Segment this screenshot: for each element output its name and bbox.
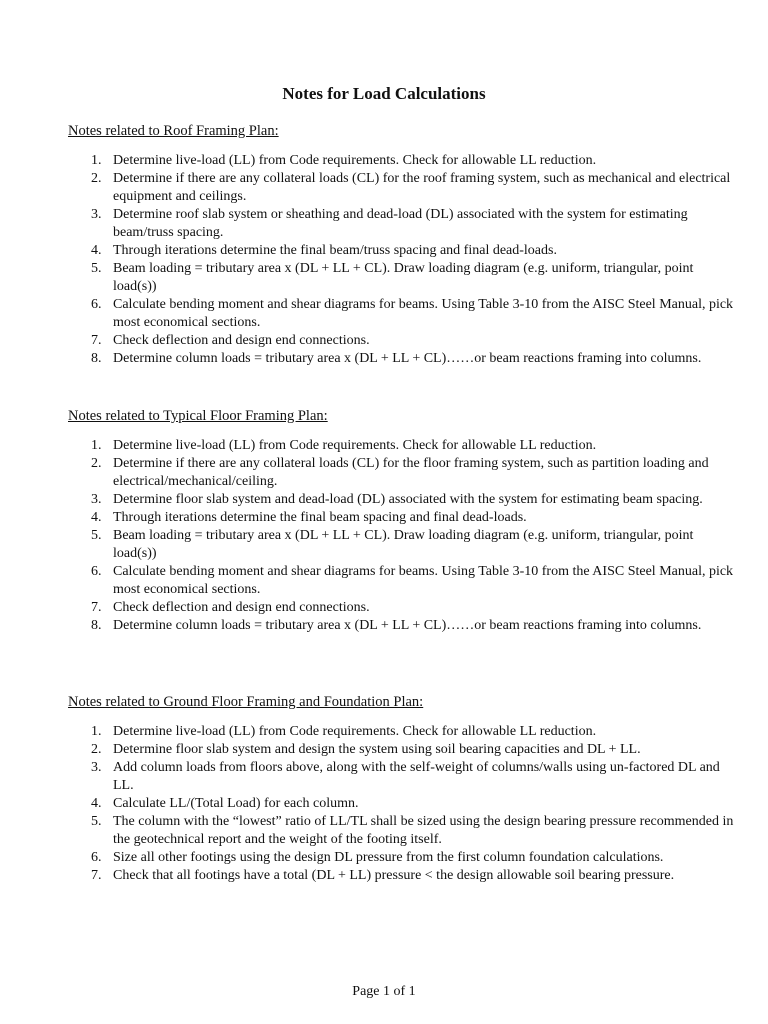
item-number: 3. [91,207,102,222]
page-footer: Page 1 of 1 [352,984,416,999]
notes-list [68,723,738,885]
list-item [68,260,738,296]
item-text: Determine column loads = tributary area x (DL + LL + CL)……or beam reactions framing into columns. [113,351,702,366]
section-ground-floor-foundation [68,693,738,885]
list-item [68,741,738,759]
list-item [68,350,738,368]
section-heading: Notes related to Ground Floor Framing and Foundation Plan: [68,694,424,710]
item-text: Determine if there are any collateral loads (CL) for the roof framing system, such as mechanical and electrical equipment and ceilings. [113,171,731,204]
item-text: Through iterations determine the final beam/truss spacing and final dead-loads. [113,243,557,258]
list-item [68,849,738,867]
notes-list [68,152,738,368]
list-item [68,296,738,332]
list-item [68,437,738,455]
item-text: Determine roof slab system or sheathing and dead-load (DL) associated with the system for estimating beam/truss spacing. [113,207,688,240]
list-item [68,759,738,795]
item-number: 3. [91,492,102,507]
item-number: 5. [91,528,102,543]
list-item [68,563,738,599]
item-number: 5. [91,261,102,276]
section-heading: Notes related to Roof Framing Plan: [68,123,279,139]
list-item [68,206,738,242]
section-typical-floor-framing [68,407,738,635]
item-number: 7. [91,600,102,615]
item-number: 1. [91,724,102,739]
item-text: Check deflection and design end connections. [113,600,370,615]
item-number: 2. [91,742,102,757]
list-item [68,242,738,260]
item-text: Beam loading = tributary area x (DL + LL + CL). Draw loading diagram (e.g. uniform, triangular, point load(s)) [113,261,694,294]
section-roof-framing [68,122,738,368]
list-item [68,617,738,635]
item-text: Size all other footings using the design DL pressure from the first column foundation calculations. [113,850,664,865]
item-number: 2. [91,456,102,471]
list-item [68,813,738,849]
item-text: Check deflection and design end connections. [113,333,370,348]
item-text: Calculate LL/(Total Load) for each column. [113,796,359,811]
list-item [68,795,738,813]
item-text: Determine column loads = tributary area x (DL + LL + CL)……or beam reactions framing into columns. [113,618,702,633]
item-number: 6. [91,297,102,312]
item-number: 7. [91,868,102,883]
list-item [68,491,738,509]
item-text: Beam loading = tributary area x (DL + LL + CL). Draw loading diagram (e.g. uniform, triangular, point load(s)) [113,528,694,561]
item-text: The column with the “lowest” ratio of LL/TL shall be sized using the design bearing pressure recommended in the geotechnical report and the weight of the footing itself. [113,814,734,847]
item-text: Through iterations determine the final beam spacing and final dead-loads. [113,510,527,525]
list-item [68,867,738,885]
item-text: Check that all footings have a total (DL + LL) pressure < the design allowable soil bearing pressure. [113,868,675,883]
item-text: Determine live-load (LL) from Code requirements. Check for allowable LL reduction. [113,438,597,453]
item-number: 2. [91,171,102,186]
item-number: 8. [91,618,102,633]
item-number: 7. [91,333,102,348]
item-number: 6. [91,564,102,579]
item-number: 1. [91,153,102,168]
item-text: Determine live-load (LL) from Code requirements. Check for allowable LL reduction. [113,724,597,739]
item-number: 4. [91,510,102,525]
item-text: Determine if there are any collateral loads (CL) for the floor framing system, such as partition loading and electrical/mechanical/ceiling. [113,456,709,489]
item-text: Determine floor slab system and design the system using soil bearing capacities and DL + LL. [113,742,641,757]
item-text: Determine floor slab system and dead-load (DL) associated with the system for estimating beam spacing. [113,492,703,507]
item-number: 8. [91,351,102,366]
item-number: 6. [91,850,102,865]
item-number: 5. [91,814,102,829]
list-item [68,152,738,170]
list-item [68,455,738,491]
list-item [68,723,738,741]
list-item [68,527,738,563]
item-text: Add column loads from floors above, along with the self-weight of columns/walls using un-factored DL and LL. [113,760,720,793]
list-item [68,509,738,527]
notes-list [68,437,738,635]
item-text: Calculate bending moment and shear diagrams for beams. Using Table 3-10 from the AISC Steel Manual, pick most economical sections. [113,297,734,330]
list-item [68,599,738,617]
page-title: Notes for Load Calculations [282,84,486,103]
section-heading: Notes related to Typical Floor Framing Plan: [68,408,328,424]
item-number: 4. [91,243,102,258]
item-text: Determine live-load (LL) from Code requirements. Check for allowable LL reduction. [113,153,597,168]
list-item [68,332,738,350]
list-item [68,170,738,206]
item-text: Calculate bending moment and shear diagrams for beams. Using Table 3-10 from the AISC Steel Manual, pick most economical sections. [113,564,734,597]
item-number: 4. [91,796,102,811]
item-number: 1. [91,438,102,453]
item-number: 3. [91,760,102,775]
